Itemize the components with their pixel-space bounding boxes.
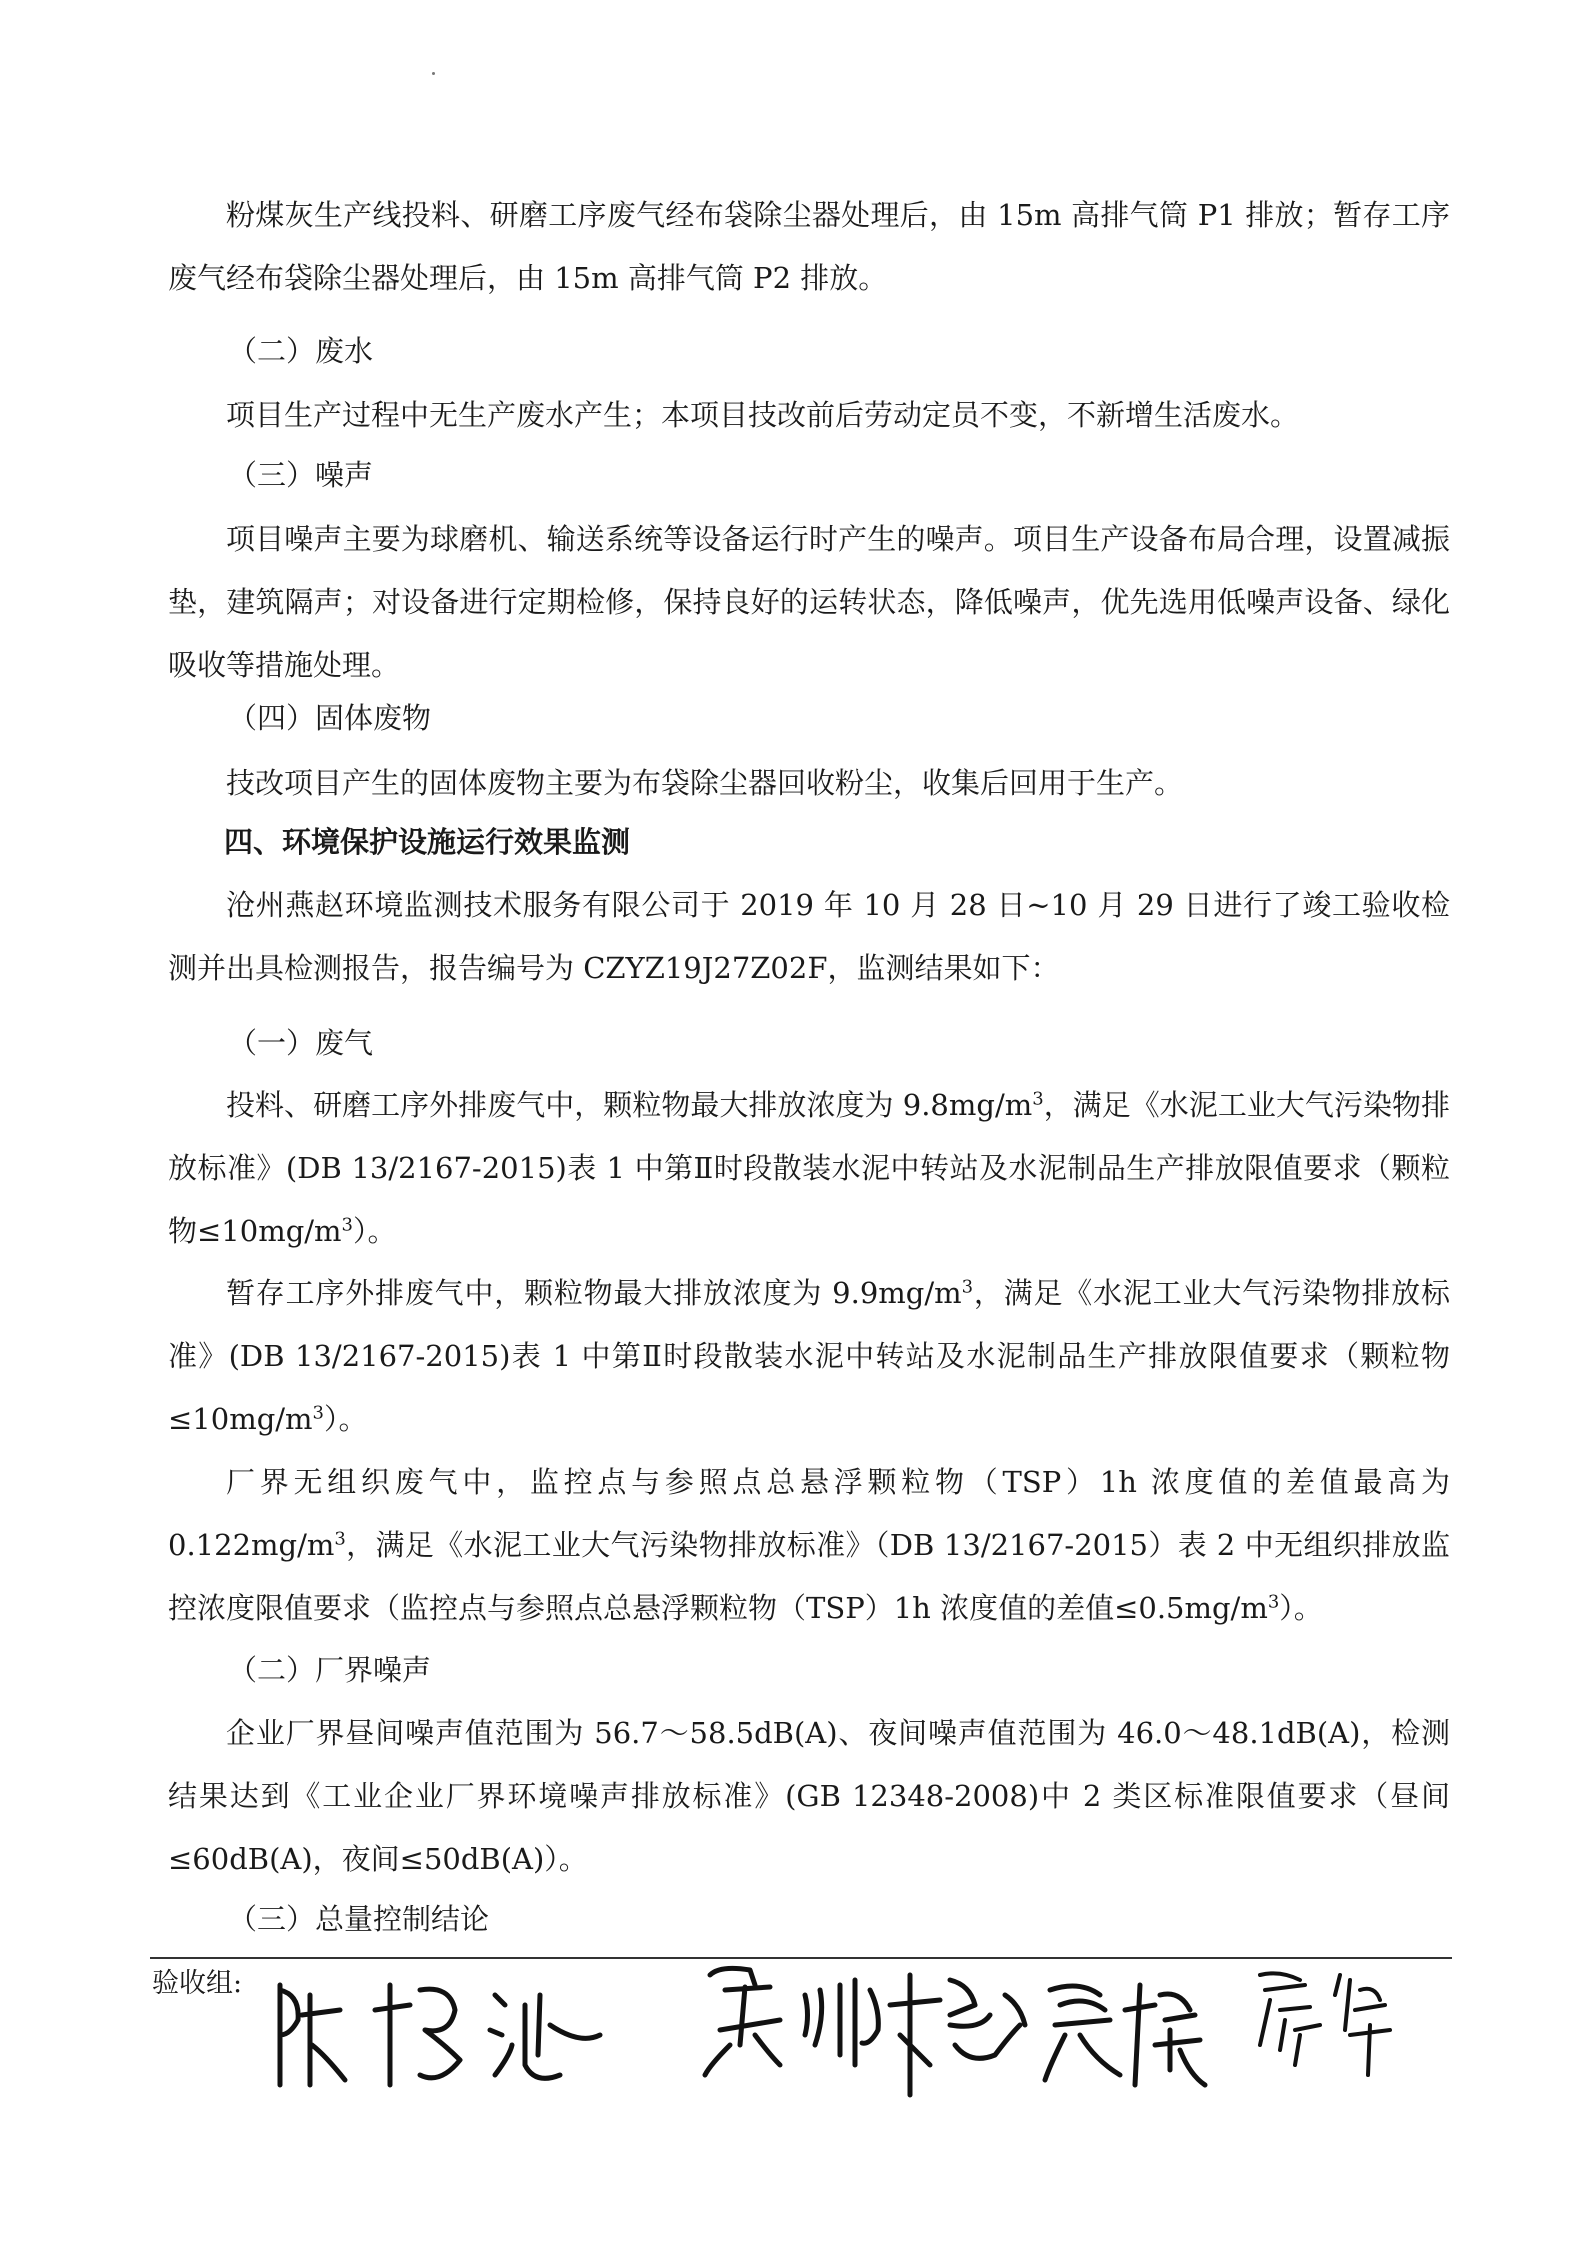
gas-boundary-text-a: 厂界无组织废气中，监控点与参照点总悬浮颗粒物（TSP）1h 浓度值的差值最高为 0.122mg/m	[168, 1465, 1450, 1562]
paragraph-gas-grinding	[168, 1074, 1450, 1263]
paragraph-gas-boundary	[168, 1451, 1450, 1640]
superscript-3: 3	[334, 1528, 346, 1550]
heading-solid-waste: （四）固体废物	[228, 701, 432, 735]
gas-boundary-text-c: ）。	[1279, 1591, 1323, 1625]
gas-grinding-text-b: ，满足《水泥工业大气污染物排放标准》(DB 13/2167-2015)表 1 中第Ⅱ时段散装水泥中转站及水泥制品生产排放限值要求（颗粒物≤10mg/m	[168, 1088, 1450, 1248]
gas-storage-text-a: 暂存工序外排废气中，颗粒物最大排放浓度为 9.9mg/m	[226, 1276, 962, 1310]
heading-total-control: （三）总量控制结论	[228, 1902, 490, 1936]
superscript-3: 3	[341, 1214, 353, 1236]
handwritten-signatures	[250, 1935, 1450, 2105]
superscript-3: 3	[961, 1276, 974, 1298]
paragraph-solid-waste: 技改项目产生的固体废物主要为布袋除尘器回收粉尘，收集后回用于生产。	[226, 766, 1184, 800]
paragraph-gas-storage	[168, 1262, 1450, 1451]
scan-speck	[432, 72, 435, 75]
heading-noise: （三）噪声	[228, 458, 374, 492]
gas-storage-text-c: ）。	[324, 1402, 368, 1436]
paragraph-exhaust-discharge: 粉煤灰生产线投料、研磨工序废气经布袋除尘器处理后，由 15m 高排气筒 P1 排放；暂存工序废气经布袋除尘器处理后，由 15m 高排气筒 P2 排放。	[168, 198, 1450, 295]
paragraph-boundary-noise: 企业厂界昼间噪声值范围为 56.7～58.5dB(A)、夜间噪声值范围为 46.0～48.1dB(A)，检测结果达到《工业企业厂界环境噪声排放标准》(GB 12348-2008)中 2 类区标准限值要求（昼间≤60dB(A)，夜间≤50dB(A)）。	[168, 1716, 1450, 1876]
heading-wastewater: （二）废水	[228, 334, 374, 368]
gas-grinding-text-a: 投料、研磨工序外排废气中，颗粒物最大排放浓度为 9.8mg/m	[226, 1088, 1033, 1122]
superscript-3: 3	[1267, 1591, 1280, 1613]
paragraph-wastewater: 项目生产过程中无生产废水产生；本项目技改前后劳动定员不变，不新增生活废水。	[226, 398, 1300, 432]
gas-boundary-text-b: ，满足《水泥工业大气污染物排放标准》（DB 13/2167-2015）表 2 中无组织排放监控浓度限值要求（监控点与参照点总悬浮颗粒物（TSP）1h 浓度值的差值≤0.5mg/m	[168, 1528, 1450, 1625]
gas-grinding-text-c: ）。	[353, 1214, 397, 1248]
section-heading-monitoring: 四、环境保护设施运行效果监测	[224, 825, 631, 859]
superscript-3: 3	[312, 1402, 324, 1424]
heading-exhaust-gas: （一）废气	[228, 1026, 374, 1060]
paragraph-noise: 项目噪声主要为球磨机、输送系统等设备运行时产生的噪声。项目生产设备布局合理，设置减振垫，建筑隔声；对设备进行定期检修，保持良好的运转状态，降低噪声，优先选用低噪声设备、绿化吸收等措施处理。	[168, 522, 1450, 682]
acceptance-team-label: 验收组:	[152, 1968, 243, 1999]
paragraph-monitoring-intro: 沧州燕赵环境监测技术服务有限公司于 2019 年 10 月 28 日~10 月 29 日进行了竣工验收检测并出具检测报告，报告编号为 CZYZ19J27Z02F，监测结果如下：	[168, 888, 1450, 985]
gas-storage-text-b: ，满足《水泥工业大气污染物排放标准》(DB 13/2167-2015)表 1 中第Ⅱ时段散装水泥中转站及水泥制品生产排放限值要求（颗粒物≤10mg/m	[168, 1276, 1450, 1436]
heading-boundary-noise: （二）厂界噪声	[228, 1653, 432, 1687]
superscript-3: 3	[1032, 1088, 1044, 1110]
